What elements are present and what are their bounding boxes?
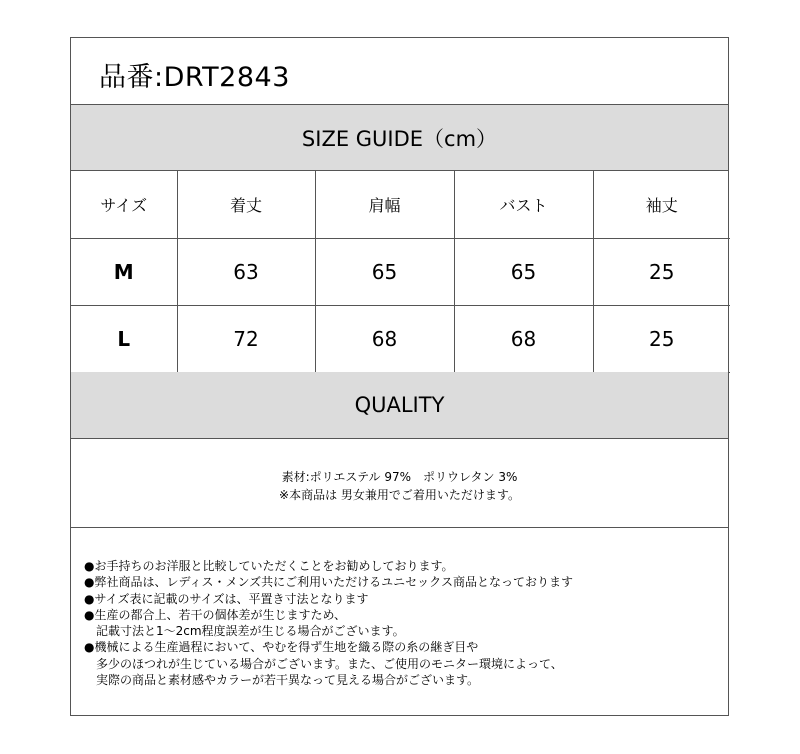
note-line: ●お手持ちのお洋服と比較していただくことをお勧めしております。 <box>84 559 454 573</box>
size-guide-header <box>71 105 728 171</box>
quality-title: QUALITY <box>354 393 445 417</box>
size-guide-sheet <box>70 37 729 716</box>
product-code: 品番:DRT2843 <box>99 62 290 93</box>
note-line: 実際の商品と素材感やカラーが若干異なって見える場合がございます。 <box>84 673 480 688</box>
shoulder-cell: 68 <box>315 305 454 372</box>
note-line: 記載寸法と1～2cm程度誤差が生じる場合がございます。 <box>84 624 405 639</box>
notes-list <box>84 558 573 688</box>
size-cell: L <box>71 305 177 372</box>
quality-header <box>71 372 728 439</box>
length-cell: 72 <box>177 305 315 372</box>
bust-cell: 65 <box>454 238 593 305</box>
note-line: ●弊社商品は、レディス・メンズ共にご利用いただけるユニセックス商品となっております <box>84 575 574 590</box>
sleeve-cell: 25 <box>593 305 730 372</box>
note-line: 多少のほつれが生じている場合がございます。また、ご使用のモニター環境によって、 <box>84 656 563 671</box>
table-row <box>71 238 730 305</box>
column-header-size: サイズ <box>71 171 177 238</box>
size-cell: M <box>71 238 177 305</box>
table-row <box>71 305 730 372</box>
column-header-bust: バスト <box>454 171 593 238</box>
length-cell: 63 <box>177 238 315 305</box>
note-line: ●生産の都合上、若干の個体差が生じますため、 <box>84 607 346 622</box>
size-table-header-row <box>71 171 730 238</box>
product-row <box>71 38 728 105</box>
note-line: ●サイズ表に記載のサイズは、平置き寸法となります <box>84 591 369 606</box>
bust-cell: 68 <box>454 305 593 372</box>
column-header-length: 着丈 <box>177 171 315 238</box>
note-line: ●機械による生産過程において、やむを得ず生地を織る際の糸の継ぎ目や <box>84 640 479 655</box>
column-header-shoulder: 肩幅 <box>315 171 454 238</box>
shoulder-cell: 65 <box>315 238 454 305</box>
material-text: 素材:ポリエステル 97% ポリウレタン 3% <box>281 470 518 484</box>
quality-body <box>71 439 728 528</box>
column-header-sleeve: 袖丈 <box>593 171 730 238</box>
size-guide-title: SIZE GUIDE（cm） <box>301 126 498 151</box>
sleeve-cell: 25 <box>593 238 730 305</box>
size-table <box>71 171 730 373</box>
unisex-note: ※本商品は 男女兼用でご着用いただけます。 <box>279 488 520 502</box>
